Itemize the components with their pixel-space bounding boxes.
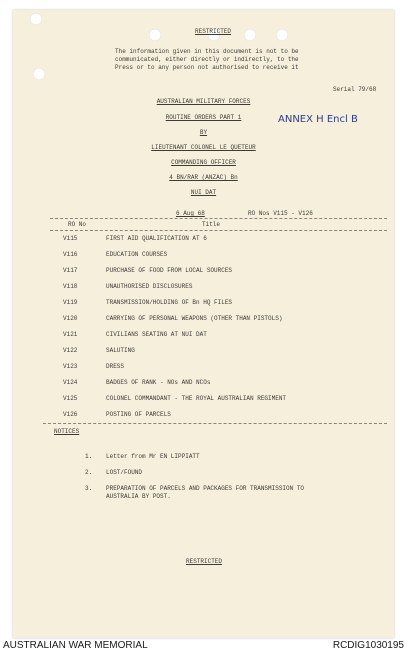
notice-item-number: 1. [85, 453, 93, 460]
table-row-no: V120 [63, 315, 78, 322]
title-line-1: AUSTRALIAN MILITARY FORCES [156, 98, 251, 105]
punch-hole [33, 68, 45, 80]
title-line-2: ROUTINE ORDERS PART 1 [165, 114, 242, 121]
title-line-7: NUI DAT [190, 189, 217, 196]
punch-hole [244, 29, 256, 41]
notices-heading: NOTICES [54, 428, 80, 435]
ro-range: RO Nos V115 - V126 [248, 210, 313, 217]
notice-item-text: Letter from Mr EN LIPPIATT [106, 453, 200, 460]
column-header-title: Title [202, 221, 221, 228]
punch-hole [149, 29, 161, 41]
table-bottom-rule [43, 423, 387, 424]
title-line-6: 4 BN/RAR (ANZAC) Bn [169, 174, 238, 181]
title-line-5: COMMANDING OFFICER [171, 159, 236, 166]
handwritten-annotation: ANNEX H Encl B [278, 114, 358, 125]
notice-item-number: 2. [85, 469, 93, 476]
table-row-title: CARRYING OF PERSONAL WEAPONS (OTHER THAN PISTOLS) [106, 315, 283, 322]
column-header-ro-no: RO No [68, 221, 87, 228]
notice-item-text: PREPARATION OF PARCELS AND PACKAGES FOR TRANSMISSION TO [106, 485, 305, 492]
notice-line-1: The information given in this document is not to be [115, 48, 299, 55]
table-row-title: DRESS [106, 363, 125, 370]
table-row-no: V125 [63, 395, 78, 402]
table-row-title: COLONEL COMMANDANT - THE ROYAL AUSTRALIAN REGIMENT [106, 395, 287, 402]
table-row-no: V122 [63, 347, 78, 354]
notice-line-3: Press or to any person not authorised to receive it [115, 64, 299, 71]
table-row-no: V116 [63, 251, 78, 258]
table-row-no: V126 [63, 411, 78, 418]
classification-top: RESTRICTED [195, 28, 232, 35]
table-row-title: BADGES OF RANK - NOs AND NCOs [106, 379, 211, 386]
notice-line-2: communicated, either directly or indirectly, to the [115, 56, 299, 63]
serial-number: Serial 79/68 [333, 86, 377, 93]
table-row-title: TRANSMISSION/HOLDING OF Bn HQ FILES [106, 299, 233, 306]
table-row-title: POSTING OF PARCELS [106, 411, 171, 418]
classification-bottom: RESTRICTED [186, 558, 223, 565]
punch-hole [30, 13, 42, 25]
punch-hole [276, 29, 288, 41]
table-row-no: V115 [63, 235, 78, 242]
table-row-no: V121 [63, 331, 78, 338]
notice-item-number: 3. [85, 485, 93, 492]
table-header-rule [50, 230, 387, 231]
archive-credit: AUSTRALIAN WAR MEMORIAL [3, 640, 148, 651]
table-row-no: V124 [63, 379, 78, 386]
table-row-no: V123 [63, 363, 78, 370]
notice-item-text: AUSTRALIA BY POST. [106, 493, 171, 500]
archive-reference: RCDIG1030195 [332, 640, 404, 651]
table-row-title: CIVILIANS SEATING AT NUI DAT [106, 331, 207, 338]
title-line-3: BY [199, 129, 208, 136]
order-date: 6 Aug 68 [176, 210, 205, 217]
table-row-title: SALUTING [106, 347, 135, 354]
title-line-4: LIEUTENANT COLONEL LE QUETEUR [151, 144, 256, 151]
table-row-title: EDUCATION COURSES [106, 251, 168, 258]
table-row-title: PURCHASE OF FOOD FROM LOCAL SOURCES [106, 267, 233, 274]
notice-item-text: LOST/FOUND [106, 469, 143, 476]
table-row-no: V118 [63, 283, 78, 290]
document-page [13, 10, 394, 638]
table-top-rule [50, 218, 387, 219]
table-row-no: V117 [63, 267, 78, 274]
table-row-title: FIRST AID QUALIFICATION AT 6 [106, 235, 207, 242]
table-row-title: UNAUTHORISED DISCLOSURES [106, 283, 193, 290]
table-row-no: V119 [63, 299, 78, 306]
